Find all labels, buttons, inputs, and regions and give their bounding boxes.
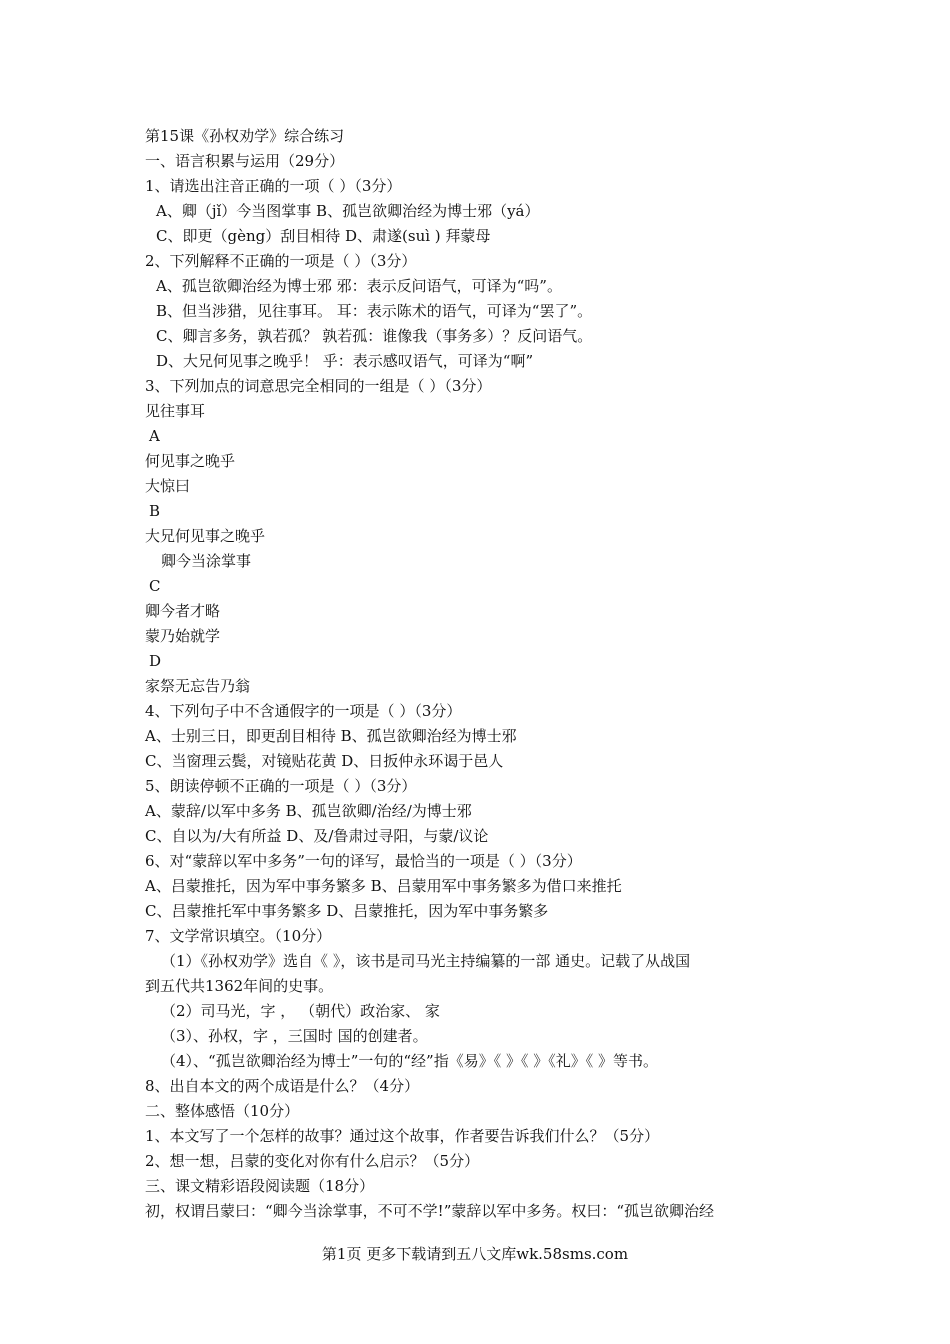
table-cell-text: 何见事之晚乎 [145, 452, 236, 470]
document-body [145, 124, 825, 1224]
fill-in-line: 到五代共1362年间的史事。 [145, 977, 334, 995]
option-line: A、蒙辞/以军中多务 B、孤岂欲卿/治经/为博士邪 [145, 802, 472, 820]
document-title: 第15课《孙权劝学》综合练习 [145, 127, 345, 145]
fill-in-line: （1）《孙权劝学》选自《 》，该书是司马光主持编纂的一部 通史。记载了从战国 [161, 952, 691, 970]
passage-text: 初，权谓吕蒙曰：“卿今当涂掌事，不可不学!”蒙辞以军中多务。权曰：“孤岂欲卿治经 [145, 1202, 715, 1220]
option-letter: C [149, 577, 161, 595]
table-cell-text: 见往事耳 [145, 402, 206, 420]
option-letter: B [149, 502, 161, 520]
option-line: C、吕蒙推托军中事务繁多 D、吕蒙推托，因为军中事务繁多 [145, 902, 549, 920]
question-text: 1、请选出注音正确的一项（ ）（3分） [145, 177, 402, 195]
question-text: 2、下列解释不正确的一项是（ ）（3分） [145, 252, 417, 270]
option-letter: A [149, 427, 160, 445]
fill-in-line: （3）、孙权，字 ，三国时 国的创建者。 [161, 1027, 428, 1045]
table-cell-text: 大兄何见事之晚乎 [145, 527, 266, 545]
section-heading: 三、课文精彩语段阅读题（18分） [145, 1177, 375, 1195]
section-heading: 一、语言积累与运用（29分） [145, 152, 345, 170]
question-text: 8、出自本文的两个成语是什么？（4分） [145, 1077, 420, 1095]
option-line: C、自以为/大有所益 D、及/鲁肃过寻阳，与蒙/议论 [145, 827, 489, 845]
question-text: 4、下列句子中不含通假字的一项是（ ）（3分） [145, 702, 462, 720]
option-line: C、当窗理云鬓，对镜贴花黄 D、日扳仲永环谒于邑人 [145, 752, 504, 770]
option-line: A、士别三日，即更刮目相待 B、孤岂欲卿治经为博士邪 [145, 727, 517, 745]
table-cell-text: 卿今当涂掌事 [161, 552, 252, 570]
option-line: B、但当涉猎，见往事耳。 耳：表示陈术的语气，可译为“罢了”。 [156, 302, 593, 320]
option-line: A、孤岂欲卿治经为博士邪 邪：表示反问语气，可译为“吗”。 [156, 277, 562, 295]
question-text: 1、本文写了一个怎样的故事？通过这个故事，作者要告诉我们什么？（5分） [145, 1127, 660, 1145]
table-cell-text: 卿今者才略 [145, 602, 221, 620]
page-footer: 第1页 更多下载请到五八文库wk.58sms.com [321, 1245, 629, 1263]
option-letter: D [149, 652, 162, 670]
fill-in-line: （2）司马光，字 ， （朝代）政治家、 家 [161, 1002, 440, 1020]
section-heading: 二、整体感悟（10分） [145, 1102, 300, 1120]
table-cell-text: 家祭无忘告乃翁 [145, 677, 251, 695]
option-line: C、卿言多务，孰若孤？ 孰若孤：谁像我（事务多）？反问语气。 [156, 327, 593, 345]
table-cell-text: 蒙乃始就学 [145, 627, 221, 645]
question-text: 2、想一想，吕蒙的变化对你有什么启示？（5分） [145, 1152, 480, 1170]
question-text: 7、文学常识填空。（10分） [145, 927, 332, 945]
question-text: 3、下列加点的词意思完全相同的一组是（ ）（3分） [145, 377, 492, 395]
option-line: A、吕蒙推托，因为军中事务繁多 B、吕蒙用军中事务繁多为借口来推托 [145, 877, 622, 895]
option-line: C、即更（gèng）刮目相待 D、肃遂(suì ) 拜蒙母 [156, 227, 491, 245]
question-text: 6、对“蒙辞以军中多务”一句的译写，最恰当的一项是（ ）（3分） [145, 852, 582, 870]
option-line: D、大兄何见事之晚乎！ 乎：表示感叹语气，可译为“啊” [156, 352, 534, 370]
fill-in-line: （4）、“孤岂欲卿治经为博士”一句的“经”指《易》《 》《 》《礼》《 》等书。 [161, 1052, 659, 1070]
question-text: 5、朗读停顿不正确的一项是（ ）（3分） [145, 777, 417, 795]
option-line: A、卿（jǐ）今当图掌事 B、孤岂欲卿治经为博士邪（yá） [156, 202, 540, 220]
table-cell-text: 大惊曰 [145, 477, 191, 495]
